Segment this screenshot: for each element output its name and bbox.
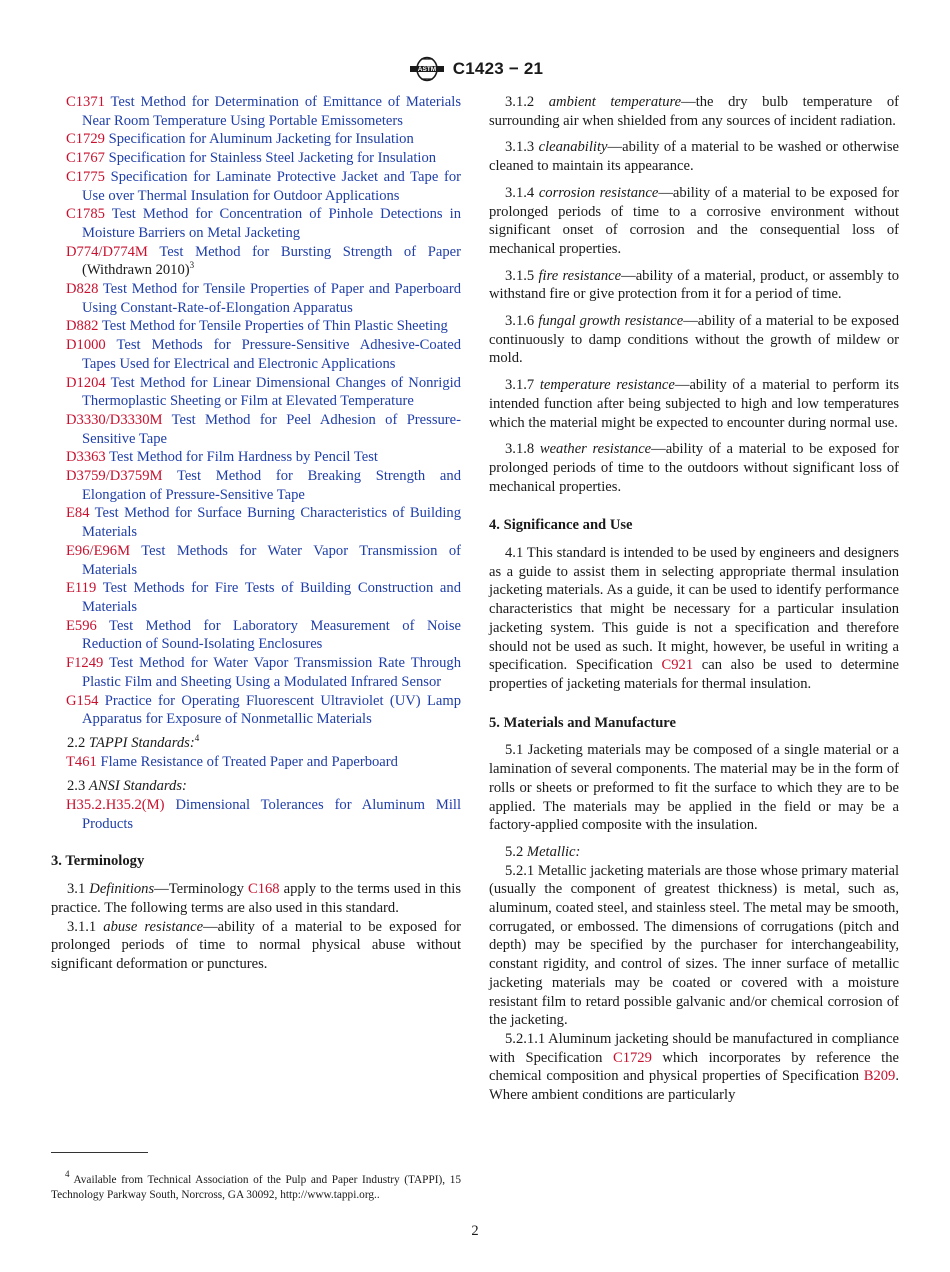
- paragraph-5-2-1: 5.2.1 Metallic jacketing materials are those whose primary material (usually the component of greatest thickness) is metal, such as, aluminum, coated steel, and stainless steel. The metal may be smooth, corrugated, or embossed. The dimensions of corrugations (pitch and depth) may be specified by the purchaser for interchangeability, constant rigidity, and control of sizes. The inner surface of metallic jacketing materials may be coated or covered with a moisture resistant film to retard possible galvanic and/or chemical corrosion of the jacketing.: [489, 862, 899, 1029]
- reference-code-link[interactable]: D1000: [66, 337, 106, 354]
- reference-item: [51, 542, 461, 579]
- page-number: 2: [471, 1223, 479, 1239]
- reference-code-link[interactable]: D774/D774M: [66, 243, 148, 260]
- footnote-ref: 4: [194, 732, 200, 743]
- right-column: [489, 93, 899, 1105]
- reference-code-link[interactable]: D3363: [66, 449, 106, 466]
- reference-code-link[interactable]: G154: [66, 692, 99, 709]
- reference-item: [51, 168, 461, 205]
- footnote-divider: [51, 1152, 148, 1153]
- c921-link[interactable]: C921: [661, 657, 694, 674]
- reference-item: [51, 243, 461, 280]
- reference-code-link[interactable]: T461: [66, 753, 97, 770]
- reference-item: [51, 467, 461, 504]
- reference-item: [51, 579, 461, 616]
- reference-code-link[interactable]: E96/E96M: [66, 542, 131, 559]
- reference-title-link[interactable]: Specification for Stainless Steel Jacketing for Insulation: [108, 150, 437, 167]
- reference-list: [51, 93, 461, 729]
- reference-item: [51, 753, 461, 772]
- reference-title-link[interactable]: Test Methods for Water Vapor Transmission of Materials: [82, 542, 461, 578]
- section-heading-significance: 4. Significance and Use: [489, 517, 633, 534]
- tappi-standards-heading: 2.2 TAPPI Standards:$^4$: [67, 732, 200, 751]
- reference-title-link[interactable]: Test Method for Tensile Properties of Paper and Paperboard Using Constant-Rate-of-Elongation Apparatus: [82, 281, 461, 316]
- definition-corrosion-resistance: 3.1.4 corrosion resistance—ability of a material to be exposed for prolonged periods of time to a corrosive environment without significant onset of corrosion and the consequential loss of mechanical properties.: [489, 184, 900, 257]
- reference-item: [51, 149, 461, 168]
- c1729-link[interactable]: C1729: [612, 1049, 652, 1066]
- reference-title-link[interactable]: Test Method for Concentration of Pinhole Detections in Moisture Barriers on Metal Jacketing: [82, 206, 462, 241]
- section-heading-materials: 5. Materials and Manufacture: [489, 714, 676, 731]
- reference-title-link[interactable]: Test Method for Surface Burning Characteristics of Building Materials: [82, 505, 461, 541]
- reference-item: [51, 448, 461, 467]
- reference-title-link[interactable]: Test Method for Determination of Emittance of Materials Near Room Temperature Using Portable Emissometers: [82, 94, 461, 129]
- reference-code-link[interactable]: D882: [66, 318, 99, 335]
- withdrawn-note: (Withdrawn 2010): [82, 262, 190, 279]
- reference-item: [51, 336, 461, 373]
- footnote-4: $^4$ Available from Technical Association of the Pulp and Paper Industry (TAPPI), 15 Technology Parkway South, Norcross, GA 30092, http://www.tappi.org..: [51, 1169, 461, 1201]
- reference-code-link[interactable]: C1371: [66, 94, 105, 110]
- reference-item: [51, 692, 461, 729]
- definition-weather-resistance: 3.1.8 weather resistance—ability of a material to be exposed for prolonged periods of time to the outdoors without significant loss of mechanical properties.: [489, 441, 900, 495]
- reference-item: [51, 93, 461, 130]
- reference-item: [51, 374, 461, 411]
- reference-item: [51, 796, 461, 833]
- reference-item: [51, 130, 461, 149]
- svg-text:ASTM: ASTM: [417, 66, 437, 73]
- left-column: [51, 93, 461, 974]
- reference-title-link[interactable]: Dimensional Tolerances for Aluminum Mill Products: [82, 797, 461, 832]
- reference-title-link[interactable]: Test Method for Breaking Strength and Elongation of Pressure-Sensitive Tape: [82, 468, 461, 503]
- reference-code-link[interactable]: E119: [66, 580, 97, 597]
- reference-code-link[interactable]: D828: [66, 281, 99, 298]
- paragraph-5-1: 5.1 Jacketing materials may be composed of a single material or a lamination of several components. The material may be in the form of rolls or sheets or preformed to fit the surface to which they are to be applied. The materials may be applied in the field or may be a factory-applied composite with the insulation.: [489, 742, 899, 834]
- reference-code-link[interactable]: D3330/D3330M: [66, 411, 163, 428]
- definition-fire-resistance: 3.1.5 fire resistance—ability of a material, product, or assembly to withstand fire or give protection from it for a period of time.: [489, 267, 899, 303]
- reference-code-link[interactable]: F1249: [66, 655, 104, 672]
- astm-logo-icon: [407, 56, 447, 82]
- reference-code-link[interactable]: E84: [66, 505, 90, 522]
- paragraph-4-1: 4.1 This standard is intended to be used by engineers and designers as a guide to assist them in selecting appropriate thermal insulation jacketing materials. As a guide, it can be used to identify performance characteristics that might be necessary for a particular insulation jacketing system. This guide is not a specification and therefore should not be used as such. It might, however, be useful in writing a specification. Specification C921 can also be used to determine properties of jacketing materials for thermal insulation.: [489, 545, 899, 692]
- page-header: [0, 56, 950, 82]
- reference-item: [51, 654, 461, 691]
- reference-title-link[interactable]: Specification for Laminate Protective Jacket and Tape for Use over Thermal Insulation for Outdoor Applications: [82, 168, 461, 204]
- reference-title-link[interactable]: Flame Resistance of Treated Paper and Paperboard: [100, 753, 398, 770]
- reference-title-link[interactable]: Test Method for Laboratory Measurement of Noise Reduction of Sound-Isolating Enclosures: [82, 617, 461, 653]
- ansi-standards-heading: 2.3 ANSI Standards:: [67, 778, 187, 795]
- document-id: C1423 − 21: [452, 59, 544, 78]
- reference-title-link[interactable]: Test Method for Film Hardness by Pencil Test: [109, 449, 378, 466]
- paragraph-3-1: 3.1 Definitions—Terminology C168 apply to the terms used in this practice. The following terms are also used in this standard.: [51, 881, 461, 916]
- reference-title-link[interactable]: Test Method for Bursting Strength of Paper: [159, 243, 461, 260]
- reference-title-link[interactable]: Test Method for Water Vapor Transmission Rate Through Plastic Film and Sheeting Using a Modulated Infrared Sensor: [82, 655, 461, 690]
- reference-code-link[interactable]: C1775: [66, 168, 105, 185]
- reference-code-link[interactable]: D1204: [66, 374, 106, 391]
- footnote-ref: 3: [189, 260, 195, 271]
- reference-code-link[interactable]: C1729: [66, 131, 105, 148]
- reference-code-link[interactable]: C1785: [66, 206, 105, 223]
- b209-link[interactable]: B209: [863, 1068, 896, 1085]
- reference-item: [51, 617, 461, 654]
- paragraph-5-2: 5.2 Metallic:: [505, 843, 581, 860]
- definition-ambient-temperature: 3.1.2 ambient temperature—the dry bulb temperature of surrounding air when shielded from any sources of incident radiation.: [489, 94, 899, 129]
- definition-abuse-resistance: 3.1.1 abuse resistance—ability of a material to be exposed for prolonged periods of time to normal physical abuse without significant deformation or punctures.: [51, 918, 462, 972]
- section-heading-terminology: 3. Terminology: [51, 853, 145, 870]
- reference-code-link[interactable]: E596: [66, 617, 97, 634]
- reference-title-link[interactable]: Specification for Aluminum Jacketing for Insulation: [108, 131, 414, 148]
- reference-title-link[interactable]: Practice for Operating Fluorescent Ultraviolet (UV) Lamp Apparatus for Exposure of Nonmetallic Materials: [82, 692, 461, 728]
- reference-title-link[interactable]: Test Methods for Pressure-Sensitive Adhesive-Coated Tapes Used for Electrical and Electronic Applications: [82, 337, 462, 372]
- definition-temperature-resistance: 3.1.7 temperature resistance—ability of a material to perform its intended function after being subjected to high and low temperatures which the material might be expected to encounter during normal use.: [489, 377, 900, 431]
- paragraph-5-2-1-1: 5.2.1.1 Aluminum jacketing should be manufactured in compliance with Specification C1729 which incorporates by reference the chemical composition and physical properties of Specification B209. Where ambient conditions are particularly: [489, 1030, 899, 1104]
- definition-cleanability: 3.1.3 cleanability—ability of a material to be washed or otherwise cleaned to maintain its appearance.: [489, 139, 899, 175]
- reference-item: [51, 280, 461, 317]
- reference-title-link[interactable]: Test Methods for Fire Tests of Building Construction and Materials: [82, 580, 461, 615]
- reference-title-link[interactable]: Test Method for Linear Dimensional Changes of Nonrigid Thermoplastic Sheeting or Film at Elevated Temperature: [82, 374, 461, 410]
- reference-code-link[interactable]: C1767: [66, 150, 105, 167]
- reference-item: [51, 205, 461, 242]
- definition-fungal-growth-resistance: 3.1.6 fungal growth resistance—ability of a material to be exposed continuously to damp conditions without the growth of mildew or mold.: [489, 313, 899, 367]
- reference-title-link[interactable]: Test Method for Peel Adhesion of Pressure-Sensitive Tape: [82, 411, 461, 447]
- reference-code-link[interactable]: D3759/D3759M: [66, 468, 163, 485]
- reference-item: [51, 317, 461, 336]
- reference-title-link[interactable]: Test Method for Tensile Properties of Thin Plastic Sheeting: [101, 318, 448, 335]
- reference-item: [51, 411, 461, 448]
- reference-item: [51, 504, 461, 541]
- c168-link[interactable]: C168: [247, 881, 280, 898]
- reference-code-link[interactable]: H35.2.H35.2(M): [66, 797, 165, 814]
